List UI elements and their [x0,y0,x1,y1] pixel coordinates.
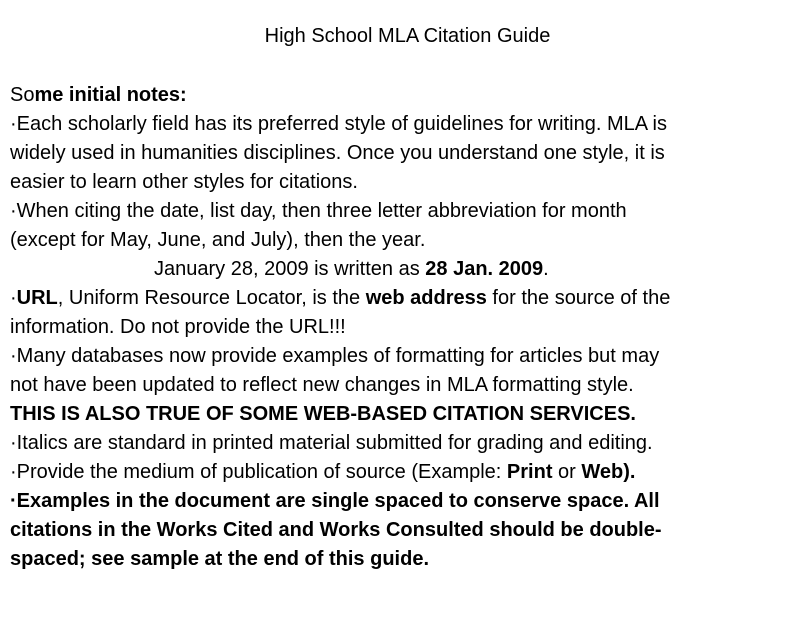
note-4-line-2: not have been updated to reflect new changes in MLA formatting style. [10,374,634,396]
note-1-line-2: widely used in humanities disciplines. Once you understand one style, it is [10,142,665,164]
note-1-text-1: Each scholarly field has its preferred style of guidelines for writing. MLA is [16,113,667,135]
date-example-end: . [543,258,549,280]
note-3-text-1: , Uniform Resource Locator, is the [57,287,366,309]
note-7-text-1: Examples in the document are single spaced to conserve space. All [16,490,660,512]
bullet: · [10,287,17,309]
note-2-line-1 [10,197,800,226]
note-4-text-1: Many databases now provide examples of formatting for articles but may [16,345,660,367]
note-7-line-2: citations in the Works Cited and Works Consulted should be double- [10,519,662,541]
note-1-line-1 [10,110,800,139]
note-3-text-2: for the source of the [486,287,671,309]
note-6-or: or [552,461,582,483]
note-2-text-1: When citing the date, list day, then three letter abbreviation for month [16,200,627,222]
date-example-text: January 28, 2009 is written as [154,258,426,280]
bullet: · [10,113,17,135]
bullet: · [10,490,17,512]
print-term: Print [506,461,553,483]
note-5-text: Italics are standard in printed material submitted for grading and editing. [16,432,653,454]
bullet: · [10,461,17,483]
note-6-text: Provide the medium of publication of source (Example: [16,461,507,483]
notes-section [10,81,800,574]
date-example-bold: 28 Jan. 2009 [425,258,544,280]
note-2-line-2: (except for May, June, and July), then the year. [10,229,426,251]
url-term: URL [16,287,58,309]
notes-heading-bold: me initial notes: [34,84,187,106]
web-term: Web). [581,461,636,483]
note-4-line-1 [10,342,800,371]
notes-heading [10,81,800,110]
note-4-warning: THIS IS ALSO TRUE OF SOME WEB-BASED CITATION SERVICES. [10,403,636,425]
note-5-line-1 [10,429,800,458]
note-3-line-2: information. Do not provide the URL!!! [10,316,346,338]
page-title: High School MLA Citation Guide [264,25,551,47]
note-6-line-1 [10,458,800,487]
bullet: · [10,200,17,222]
note-7-line-1 [10,487,800,516]
bullet: · [10,432,17,454]
notes-heading-prefix: So [10,84,35,106]
web-address-term: web address [365,287,487,309]
note-2-date-example [10,255,800,284]
note-7-line-3: spaced; see sample at the end of this guide. [10,548,429,570]
note-3-line-1 [10,284,800,313]
note-1-line-3: easier to learn other styles for citations. [10,171,358,193]
bullet: · [10,345,17,367]
